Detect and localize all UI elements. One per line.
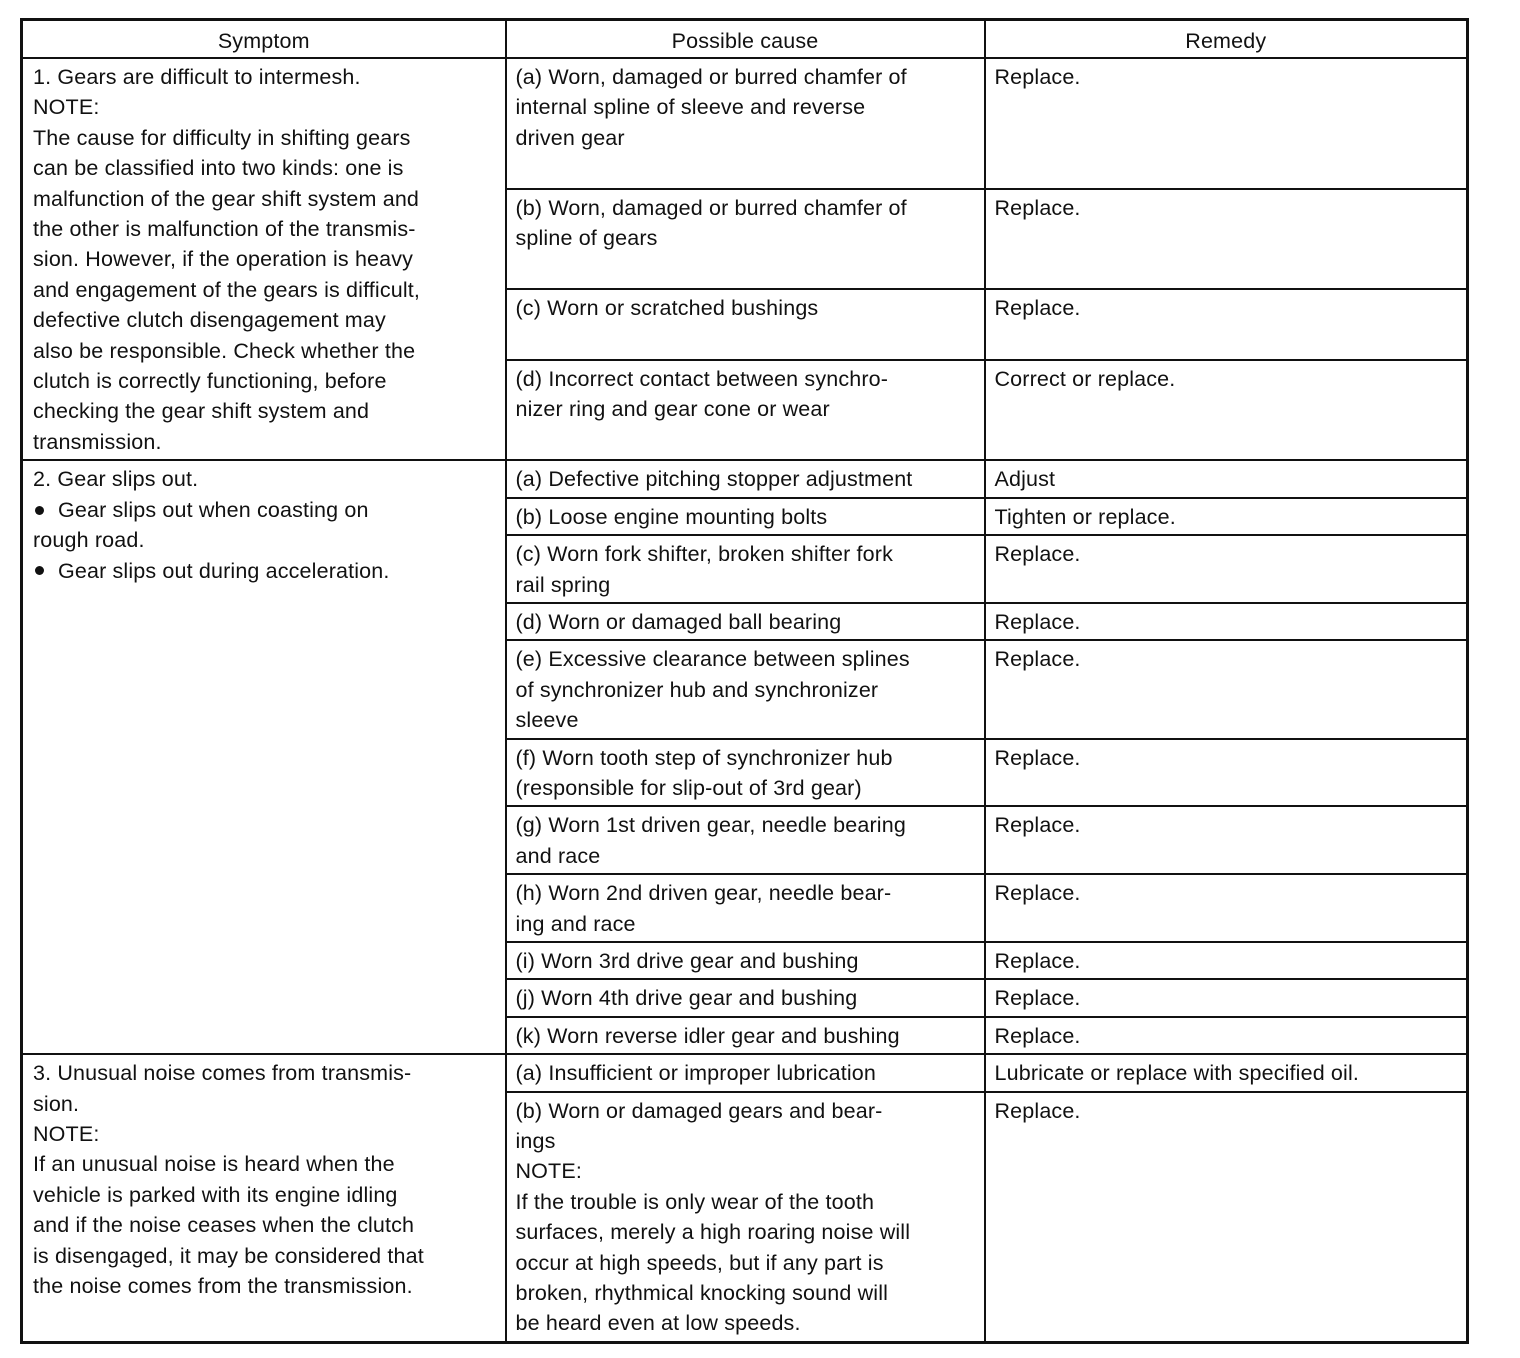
symptom-title: sion. <box>33 1091 80 1116</box>
note-line: can be classified into two kinds: one is <box>33 156 404 181</box>
note-line: clutch is correctly functioning, before <box>33 369 387 394</box>
symptom-cell-1 <box>22 58 506 460</box>
remedy-cell: Replace. <box>985 1017 1468 1054</box>
header-row <box>22 20 1468 59</box>
cause-cell <box>506 360 985 461</box>
cause-line: be heard even at low speeds. <box>515 1311 801 1336</box>
remedy-cell: Replace. <box>985 289 1468 359</box>
cause-line: (e) Excessive clearance between splines <box>515 647 910 672</box>
symptom-cell-3 <box>22 1054 506 1342</box>
cause-cell <box>506 806 985 874</box>
note-line: malfunction of the gear shift system and <box>33 186 420 211</box>
cause-line: internal spline of sleeve and reverse <box>515 95 866 120</box>
cause-line: (k) Worn reverse idler gear and bushing <box>515 1023 900 1048</box>
cause-cell <box>506 535 985 603</box>
remedy-cell: Replace. <box>985 535 1468 603</box>
cause-line: broken, rhythmical knocking sound will <box>515 1281 889 1306</box>
remedy-cell: Adjust <box>985 460 1468 497</box>
cause-line: ings <box>515 1129 556 1153</box>
cause-line: (a) Insufficient or improper lubrication <box>515 1061 877 1086</box>
symptom-title: 1. Gears are difficult to intermesh. <box>33 65 361 89</box>
remedy-cell: Replace. <box>985 806 1468 874</box>
remedy-cell: Replace. <box>985 874 1468 942</box>
cause-cell <box>506 603 985 640</box>
table-row <box>22 460 1468 497</box>
remedy-cell: Replace. <box>985 189 1468 290</box>
note-line: the other is malfunction of the transmis- <box>33 217 416 242</box>
cause-line: (a) Defective pitching stopper adjustment <box>515 467 913 492</box>
symptom-title: 2. Gear slips out. <box>33 467 199 492</box>
note-line: If an unusual noise is heard when the <box>33 1152 395 1177</box>
symptom-cell-2 <box>22 460 506 1054</box>
cause-line: (c) Worn fork shifter, broken shifter fork <box>515 542 893 567</box>
cause-cell <box>506 739 985 807</box>
cause-cell <box>506 1054 985 1091</box>
cause-line: (c) Worn or scratched bushings <box>515 296 819 321</box>
troubleshooting-table <box>20 18 1469 1344</box>
cause-line: (b) Worn, damaged or burred chamfer of <box>515 195 907 220</box>
cause-cell <box>506 289 985 359</box>
cause-line: and race <box>515 843 601 868</box>
cause-cell <box>506 58 985 189</box>
cause-line: spline of gears <box>515 226 658 251</box>
cause-line: (d) Incorrect contact between synchro- <box>515 366 889 391</box>
cause-line: (b) Loose engine mounting bolts <box>515 504 828 529</box>
cause-line: (d) Worn or damaged ball bearing <box>515 609 842 634</box>
cause-line: nizer ring and gear cone or wear <box>515 397 830 422</box>
bullet-icon <box>35 566 44 575</box>
note-line: checking the gear shift system and <box>33 399 370 424</box>
bullet-text-cont: rough road. <box>33 528 145 553</box>
cause-line: (i) Worn 3rd drive gear and bushing <box>515 948 859 973</box>
cause-line: surfaces, merely a high roaring noise will <box>515 1220 911 1245</box>
cause-line: (a) Worn, damaged or burred chamfer of <box>515 65 907 89</box>
remedy-cell: Lubricate or replace with specified oil. <box>985 1054 1468 1091</box>
cause-line: (g) Worn 1st driven gear, needle bearing <box>515 813 906 838</box>
header-cause: Possible cause <box>506 20 985 59</box>
cause-line: sleeve <box>515 708 579 733</box>
note-line: sion. However, if the operation is heavy <box>33 247 414 272</box>
note-line: also be responsible. Check whether the <box>33 338 416 363</box>
cause-line: (h) Worn 2nd driven gear, needle bear- <box>515 881 892 906</box>
header-symptom: Symptom <box>22 20 506 59</box>
cause-cell <box>506 979 985 1016</box>
cause-line: occur at high speeds, but if any part is <box>515 1250 884 1275</box>
bullet-text: Gear slips out when coasting on <box>58 497 369 522</box>
remedy-cell: Correct or replace. <box>985 360 1468 461</box>
note-line: defective clutch disengagement may <box>33 308 386 333</box>
cause-line: rail spring <box>515 572 611 597</box>
cause-cell <box>506 1092 985 1343</box>
cause-line: (b) Worn or damaged gears and bear- <box>515 1098 883 1123</box>
cause-cell <box>506 1017 985 1054</box>
note-line: and if the noise ceases when the clutch <box>33 1213 415 1238</box>
note-label: NOTE: <box>33 95 100 120</box>
header-remedy: Remedy <box>985 20 1468 59</box>
remedy-cell: Replace. <box>985 603 1468 640</box>
note-line: The cause for difficulty in shifting gears <box>33 125 411 150</box>
remedy-cell: Replace. <box>985 1092 1468 1343</box>
cause-line: ing and race <box>515 911 636 936</box>
remedy-cell: Tighten or replace. <box>985 498 1468 535</box>
note-line: the noise comes from the transmission. <box>33 1274 413 1299</box>
note-label: NOTE: <box>33 1122 100 1146</box>
remedy-cell: Replace. <box>985 739 1468 807</box>
table-row <box>22 1054 1468 1091</box>
note-line: and engagement of the gears is difficult, <box>33 277 421 302</box>
bullet-item <box>33 495 497 525</box>
bullet-item <box>33 556 497 586</box>
cause-line: (f) Worn tooth step of synchronizer hub <box>515 745 893 770</box>
cause-line: If the trouble is only wear of the tooth <box>515 1189 875 1214</box>
cause-cell <box>506 640 985 738</box>
bullet-text: Gear slips out during acceleration. <box>58 558 390 583</box>
cause-cell <box>506 942 985 979</box>
remedy-cell: Replace. <box>985 58 1468 189</box>
cause-cell <box>506 498 985 535</box>
remedy-cell: Replace. <box>985 979 1468 1016</box>
remedy-cell: Replace. <box>985 942 1468 979</box>
remedy-cell: Replace. <box>985 640 1468 738</box>
symptom-title: 3. Unusual noise comes from transmis- <box>33 1061 412 1086</box>
note-line: is disengaged, it may be considered that <box>33 1243 424 1268</box>
note-line: transmission. <box>33 429 162 454</box>
note-line: vehicle is parked with its engine idling <box>33 1182 398 1207</box>
cause-cell <box>506 874 985 942</box>
cause-line: driven gear <box>515 125 625 150</box>
cause-cell <box>506 189 985 290</box>
bullet-icon <box>35 506 44 515</box>
cause-line: of synchronizer hub and synchronizer <box>515 677 879 702</box>
cause-line: (j) Worn 4th drive gear and bushing <box>515 986 858 1011</box>
cause-note-label: NOTE: <box>515 1159 582 1184</box>
table-row <box>22 58 1468 189</box>
cause-line: (responsible for slip-out of 3rd gear) <box>515 775 862 800</box>
cause-cell <box>506 460 985 497</box>
